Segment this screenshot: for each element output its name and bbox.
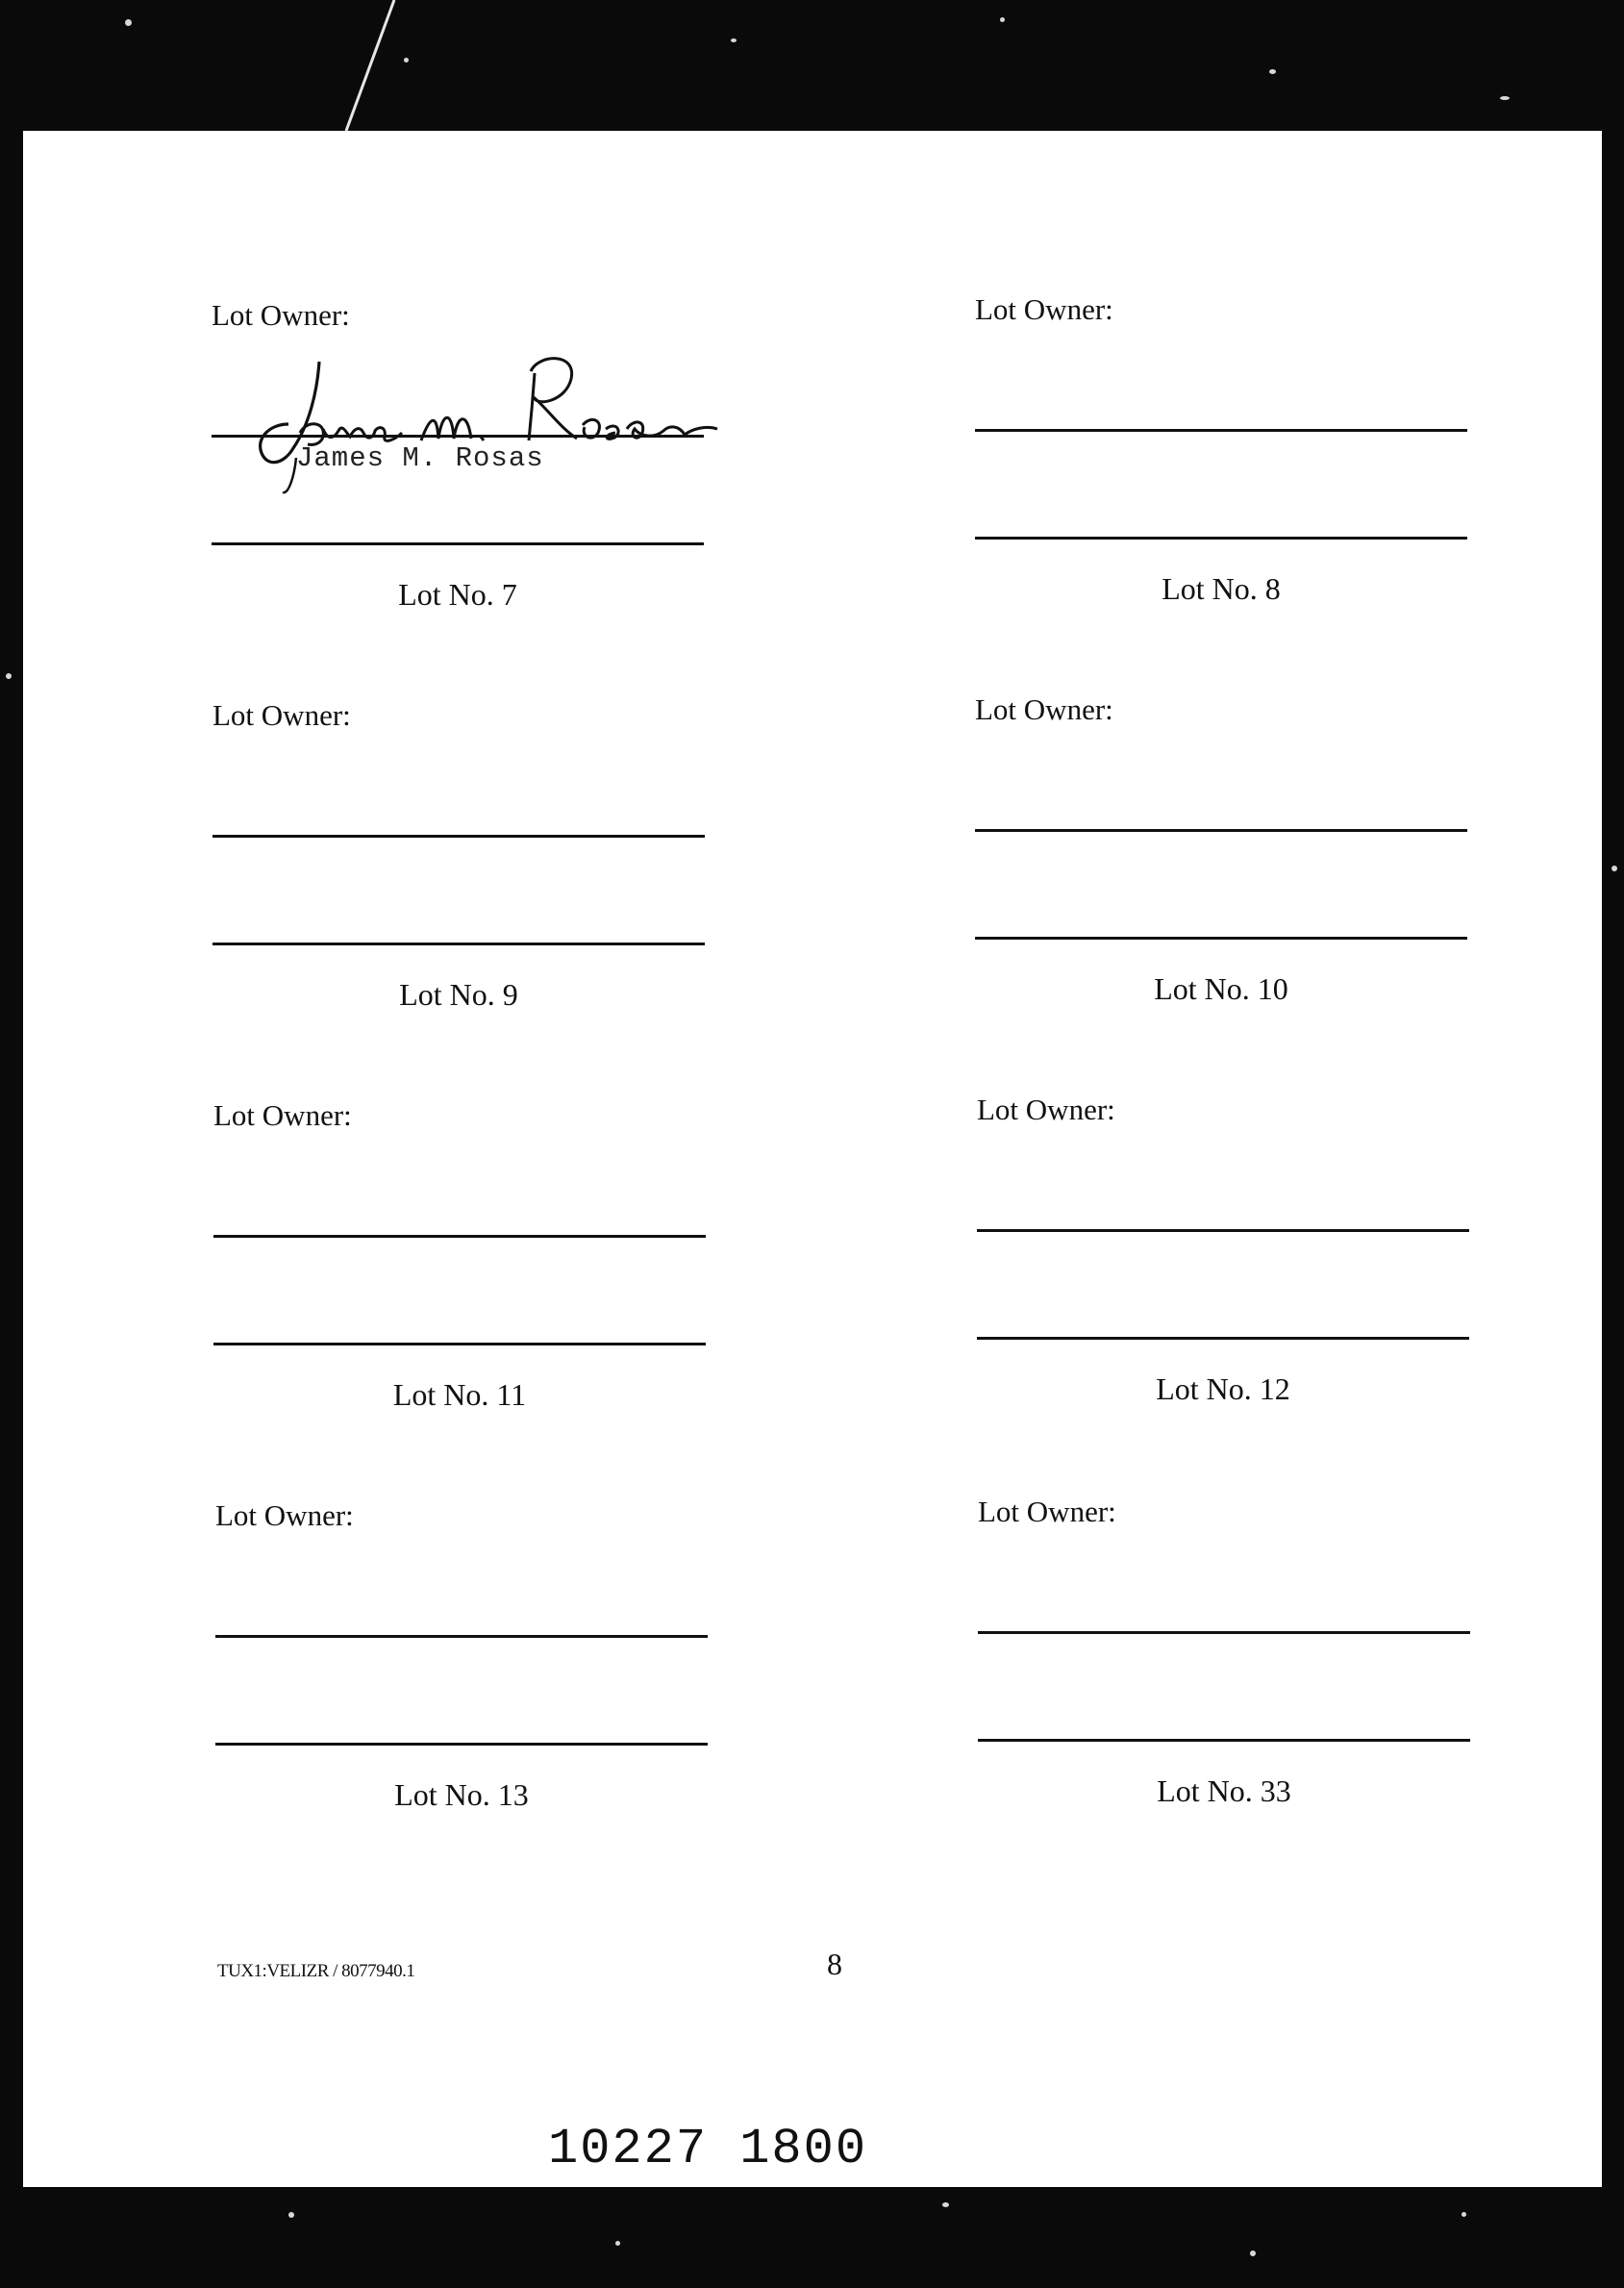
second-line [213,1343,706,1345]
footer-reference: TUX1:VELIZR / 8077940.1 [217,1961,415,1981]
lot-block-11 [213,1098,706,1425]
signature-line [978,1631,1470,1634]
lot-owner-label: Lot Owner: [977,1093,1115,1126]
signature-line [212,835,705,838]
lot-owner-label: Lot Owner: [212,698,351,732]
lot-block-9 [212,698,705,1025]
lot-block-8 [975,292,1467,619]
second-line [975,937,1467,940]
typed-owner-name: James M. Rosas [296,442,544,474]
scan-speck [1250,2250,1256,2256]
lot-number-label: Lot No. 10 [1154,971,1288,1006]
lot-number-label: Lot No. 11 [392,1377,527,1412]
lot-number-label: Lot No. 12 [1156,1371,1290,1406]
signature-line [213,1235,706,1238]
signature-line [975,429,1467,432]
document-page [23,131,1602,2187]
signature-line [212,435,704,438]
lot-owner-label: Lot Owner: [213,1098,352,1132]
second-line [215,1743,708,1746]
second-line [978,1739,1470,1742]
second-line [212,542,704,545]
scan-speck [1462,2212,1466,2217]
lot-owner-label: Lot Owner: [978,1495,1116,1528]
lot-block-12 [977,1093,1469,1420]
lot-number-label: Lot No. 8 [1162,571,1281,606]
second-line [975,537,1467,540]
second-line [212,943,705,945]
lot-number-label: Lot No. 13 [394,1777,529,1812]
lot-number-label: Lot No. 33 [1157,1773,1291,1808]
scan-speck [6,673,12,679]
lot-owner-label: Lot Owner: [212,298,350,332]
lot-block-10 [975,692,1467,1019]
lot-number-label: Lot No. 9 [399,977,518,1012]
lot-owner-label: Lot Owner: [975,692,1113,726]
signature-line [977,1229,1469,1232]
border-scratch [0,0,1624,135]
second-line [977,1337,1469,1340]
document-code: 10227 1800 [548,2121,868,2177]
signature-line [975,829,1467,832]
page-number: 8 [827,1947,842,1981]
lot-owner-label: Lot Owner: [215,1498,354,1532]
lot-block-13 [215,1498,708,1825]
signature-line [215,1635,708,1638]
lot-block-33 [978,1495,1470,1822]
scan-speck [615,2241,620,2246]
lot-owner-label: Lot Owner: [975,292,1113,326]
lot-number-label: Lot No. 7 [398,577,517,612]
scan-speck [288,2212,294,2218]
scan-speck [942,2202,949,2207]
scan-speck [1612,866,1617,871]
lot-block-7 [212,298,704,625]
